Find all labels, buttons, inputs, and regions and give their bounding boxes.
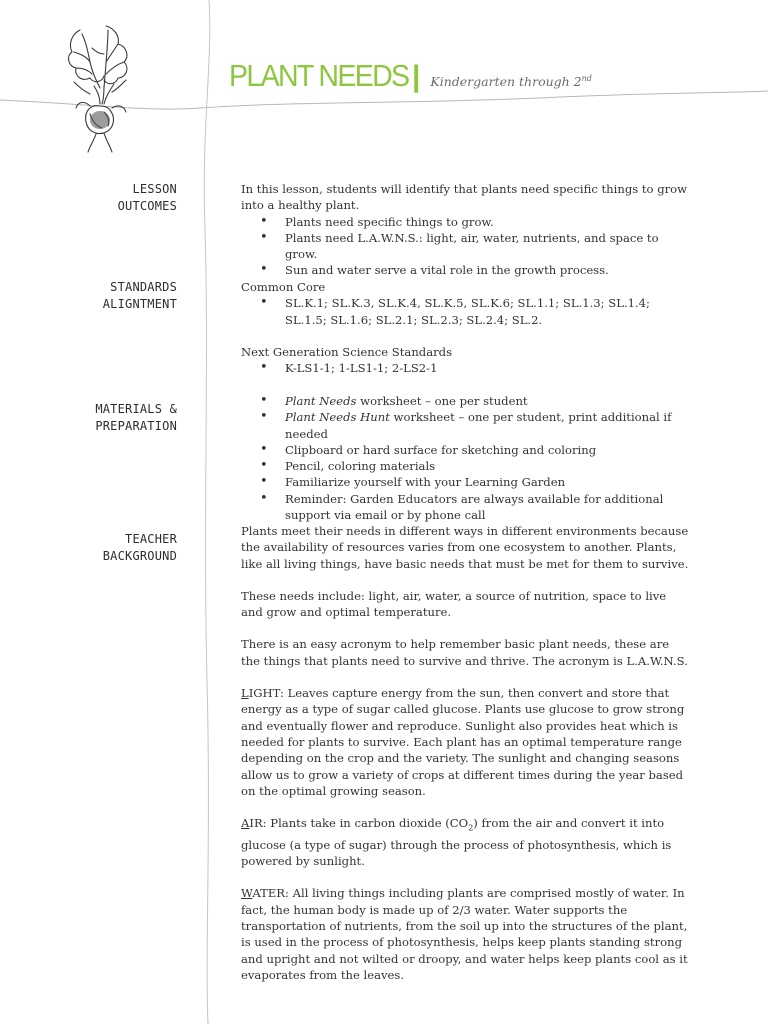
page-header: [229, 58, 592, 94]
water-paragraph: WATER: All living things including plants are comprised mostly of water. In fact, the human body is made up of 2/3 water. Water supports the transportation of nutrients, from the soil up into the structures of the plant, is used in the process of photosynthesis, helps keep plants standing strong and upright and not wilted or droopy, and water helps keep plants cool as it evaporates from the leaves.: [241, 886, 688, 982]
common-core-list: [241, 295, 691, 328]
title-separator: |: [411, 60, 421, 93]
air-paragraph: AIR: Plants take in carbon dioxide $(CO_2)$ from the air and convert it into glucose (a type of sugar) through the process of photosynthesis, which is powered by sunlight.: [241, 816, 672, 869]
list-item: • Clipboard or hard surface for sketching and coloring: [241, 442, 691, 458]
lesson-outcomes-section: [241, 181, 691, 279]
lesson-intro: In this lesson, students will identify that plants need specific things to grow into a healthy plant.: [241, 182, 688, 213]
background-paragraph: There is an easy acronym to help remember basic plant needs, these are the things that plants need to survive and thrive. The acronym is L.A.W.N.S.: [241, 637, 688, 668]
ngss-list: [241, 360, 691, 376]
background-paragraph: Plants meet their needs in different ways in different environments because the availability of resources varies from one ecosystem to another. Plants, like all living things, have basic needs that must be met for them to survive.: [241, 524, 689, 571]
side-label-lesson-outcomes: LESSON OUTCOMES: [117, 182, 177, 213]
ngss-heading: Next Generation Science Standards: [241, 344, 453, 359]
standards-section: [241, 279, 691, 376]
beet-plant-icon: [60, 22, 145, 157]
list-item: • Plant Needs worksheet – one per student: [241, 393, 691, 409]
side-label-teacher-background: TEACHER BACKGROUND: [102, 532, 177, 563]
list-item: • Plants need specific things to grow.: [241, 214, 691, 230]
materials-list: [241, 393, 691, 523]
materials-section: [241, 393, 691, 523]
side-label-materials-preparation: MATERIALS & PREPARATION: [95, 402, 177, 433]
grade-range: Kindergarten through 2nd: [430, 73, 592, 89]
list-item: • Familiarize yourself with your Learning Garden: [241, 474, 691, 490]
list-item: • Reminder: Garden Educators are always available for additional support via email or by phone call: [241, 491, 691, 524]
list-item: • Plants need L.A.W.N.S.: light, air, water, nutrients, and space to grow.: [241, 230, 691, 263]
page-title: PLANT NEEDS: [229, 58, 409, 93]
background-paragraph: These needs include: light, air, water, a source of nutrition, space to live and grow and optimal temperature.: [241, 588, 667, 620]
side-label-standards-alignment: STANDARDS ALIGNTMENT: [102, 280, 177, 311]
list-item: • Sun and water serve a vital role in the growth process.: [241, 262, 691, 278]
light-paragraph: LIGHT: Leaves capture energy from the sun, then convert and store that energy as a type of sugar called glucose. Plants use glucose to grow strong and eventually flower and reproduce. Sunlight also provides heat which is needed for plants to survive. Each plant has an optimal temperature range depending on the crop and the variety. The sunlight and changing seasons allow us to grow a variety of crops at different times during the year based on the optimal growing season.: [241, 686, 685, 798]
common-core-heading: Common Core: [241, 280, 326, 294]
list-item: • Plant Needs Hunt worksheet – one per student, print additional if needed: [241, 409, 691, 442]
list-item: • Pencil, coloring materials: [241, 458, 691, 474]
list-item: • SL.K.1; SL.K.3, SL.K.4, SL.K.5, SL.K.6; SL.1.1; SL.1.3; SL.1.4; SL.1.5; SL.1.6; SL.2.1; SL.2.3; SL.2.4; SL.2.: [241, 295, 691, 328]
outcomes-list: [241, 214, 691, 279]
teacher-background-section: [241, 523, 691, 983]
list-item: • K-LS1-1; 1-LS1-1; 2-LS2-1: [241, 360, 691, 376]
